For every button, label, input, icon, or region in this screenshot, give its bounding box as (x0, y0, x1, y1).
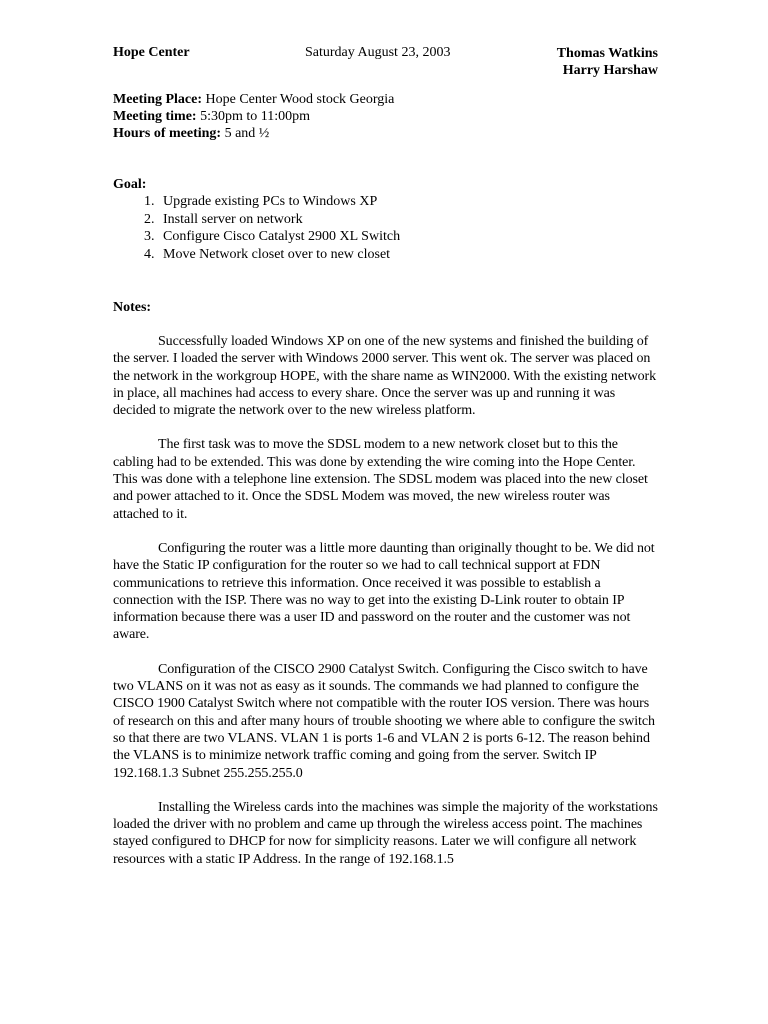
notes-paragraph: Configuring the router was a little more daunting than originally thought to be. We did not have the Static IP configuration for the router so we had to call technical support at FDN communications to retrieve this information. Once received it was possible to establish a connection with the ISP. There was no way to get into the existing D-Link router to obtain IP information because there was a user ID and password on the router and the customer was not aware. (113, 540, 655, 643)
document-header (113, 45, 658, 83)
meeting-place-label: Meeting Place: (113, 92, 203, 107)
meeting-details (113, 91, 658, 142)
notes-paragraph: The first task was to move the SDSL modem to a new network closet but to this the cabling had to be extended. This was done by extending the wire coming into the Hope Center. This was done with a telephone line extension. The SDSL modem was placed into the new closet and power attached to it. Once the SDSL Modem was moved, the new wireless router was attached to it. (113, 437, 648, 522)
meeting-hours-label: Hours of meeting: (113, 126, 222, 141)
author-name: Thomas Watkins (556, 46, 658, 61)
organization-name: Hope Center (113, 45, 190, 60)
notes-paragraph: Successfully loaded Windows XP on one of the new systems and finished the building of the server. I loaded the server with Windows 2000 server. This went ok. The server was placed on the network in the workgroup HOPE, with the share name as WIN2000. With the existing network in place, all machines had access to every share. Once the server was up and running it was decided to migrate the network over to the new wireless platform. (113, 334, 657, 419)
authors-block (557, 45, 658, 79)
notes-paragraph: Configuration of the CISCO 2900 Catalyst Switch. Configuring the Cisco switch to have two VLANS on it was not as easy as it sounds. The commands we had planned to configure the CISCO 1900 Catalyst Switch where not compatible with the router IOS version. There was hours of research on this and after many hours of trouble shooting we where able to configure the switch so that there are two VLANS. VLAN 1 is ports 1-6 and VLAN 2 is ports 6-12. The reason behind the VLANS is to minimize network traffic coming and going from the server. Switch IP 192.168.1.3 Subnet 255.255.255.0 (113, 661, 655, 781)
notes-paragraph: Installing the Wireless cards into the machines was simple the majority of the workstations loaded the driver with no problem and came up through the wireless access point. The machines stayed configured to DHCP for now for simplicity reasons. Later we will configure all network resources with a static IP Address. In the range of 192.168.1.5 (113, 799, 658, 867)
list-item: 3. Configure Cisco Catalyst 2900 XL Switch (158, 228, 658, 246)
list-item: 4. Move Network closet over to new closet (158, 246, 658, 264)
meeting-hours-line (113, 125, 658, 142)
meeting-hours-value: 5 and ½ (221, 126, 270, 141)
meeting-place-value: Hope Center Wood stock Georgia (202, 92, 395, 107)
meeting-time-label: Meeting time: (113, 109, 197, 124)
list-item: 2. Install server on network (158, 211, 658, 229)
author-name: Harry Harshaw (562, 63, 658, 78)
list-item: 1. Upgrade existing PCs to Windows XP (158, 193, 658, 211)
goal-list (113, 193, 658, 263)
meeting-time-line (113, 108, 658, 125)
meeting-time-value: 5:30pm to 11:00pm (196, 109, 311, 124)
meeting-date: Saturday August 23, 2003 (305, 45, 451, 60)
meeting-place-line (113, 91, 658, 108)
document-page (113, 45, 658, 868)
notes-heading: Notes: (113, 300, 152, 315)
goal-heading: Goal: (113, 177, 147, 192)
